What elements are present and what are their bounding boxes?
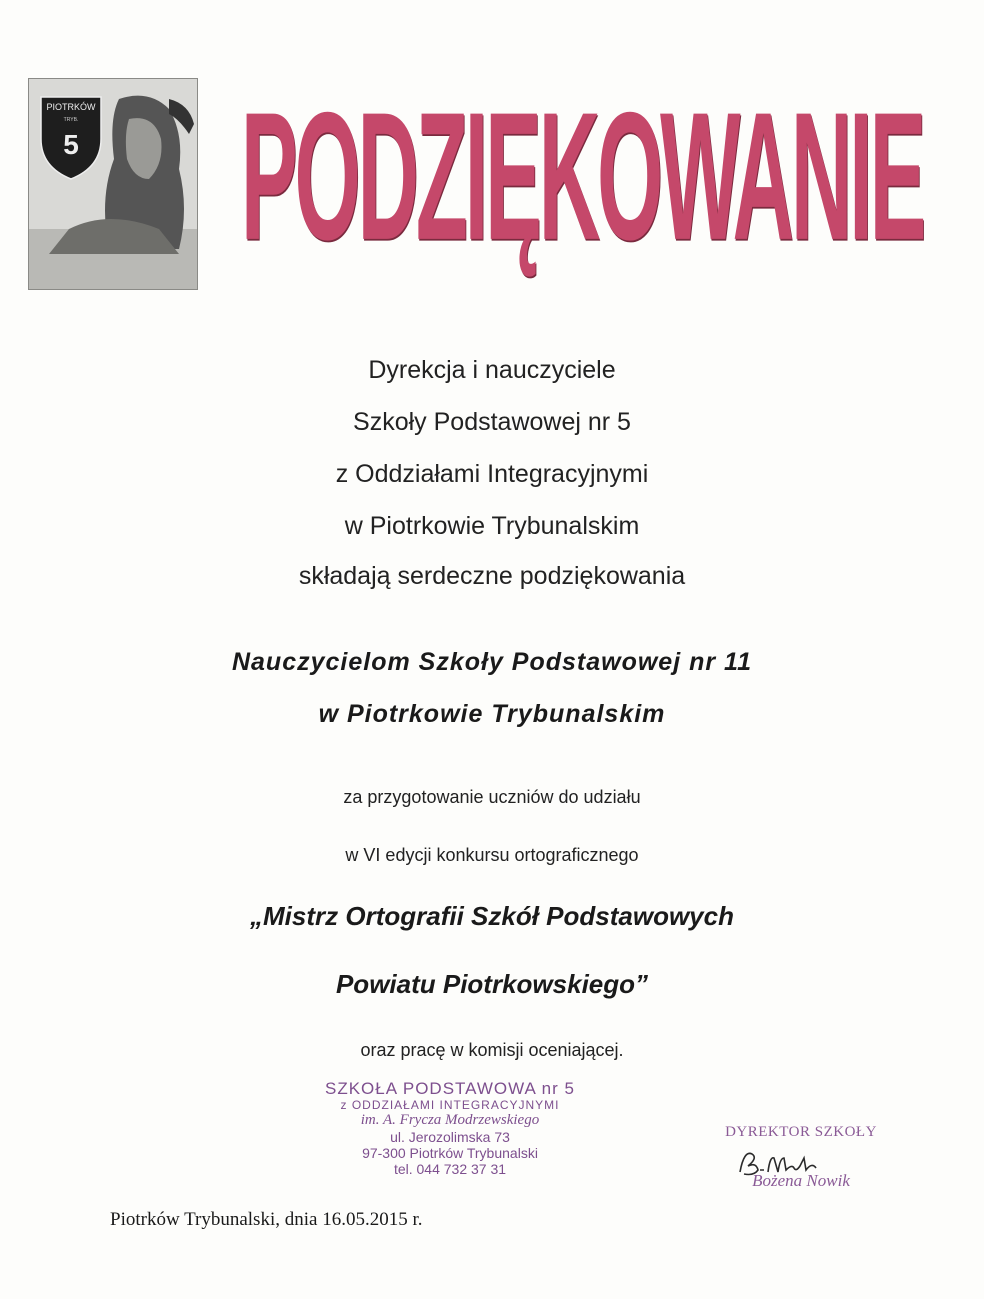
shield-number: 5 xyxy=(63,129,79,160)
director-signature-block xyxy=(706,1124,896,1191)
signature-icon xyxy=(734,1144,824,1180)
intro-line-3: z Oddziałami Integracyjnymi xyxy=(335,460,649,488)
school-logo xyxy=(28,78,198,290)
reason-line-2: w VI edycji konkursu ortograficznego xyxy=(345,845,639,865)
stamp-line-3: im. A. Frycza Modrzewskiego xyxy=(360,1112,540,1128)
intro-line-1: Dyrekcja i nauczyciele xyxy=(368,356,616,384)
recipient-line-1: Nauczycielom Szkoły Podstawowej nr 11 xyxy=(231,648,753,676)
stamp-line-1: SZKOŁA PODSTAWOWA nr 5 xyxy=(325,1079,575,1098)
shield-label: PIOTRKÓW xyxy=(46,102,96,112)
intro-line-4: w Piotrkowie Trybunalskim xyxy=(344,512,640,540)
shield-sublabel: TRYB. xyxy=(63,117,79,123)
stamp-line-5: 97-300 Piotrków Trybunalski xyxy=(362,1145,538,1161)
logo-image xyxy=(29,79,197,289)
school-stamp xyxy=(300,1078,600,1178)
stamp-line-6: tel. 044 732 37 31 xyxy=(393,1161,507,1177)
recipient-line-2: w Piotrkowie Trybunalskim xyxy=(318,700,666,728)
title-container xyxy=(232,75,932,279)
intro-line-2: Szkoły Podstawowej nr 5 xyxy=(353,408,631,436)
director-role: DYREKTOR SZKOŁY xyxy=(725,1124,877,1140)
contest-line-2: Powiatu Piotrkowskiego” xyxy=(335,969,649,999)
stamp-line-4: ul. Jerozolimska 73 xyxy=(390,1129,510,1145)
stamp-line-2: z ODDZIAŁAMI INTEGRACYJNYMI xyxy=(340,1098,560,1112)
page-title: PODZIĘKOWANIE xyxy=(240,75,924,279)
intro-line-5: składają serdeczne podziękowania xyxy=(298,562,686,590)
place-date: Piotrków Trybunalski, dnia 16.05.2015 r. xyxy=(110,1209,423,1230)
director-name: Bożena Nowik xyxy=(752,1171,850,1190)
contest-line-1: „Mistrz Ortografii Szkół Podstawowych xyxy=(250,901,734,931)
closing-line: oraz pracę w komisji oceniającej. xyxy=(360,1040,624,1060)
reason-line-1: za przygotowanie uczniów do udziału xyxy=(343,787,641,807)
